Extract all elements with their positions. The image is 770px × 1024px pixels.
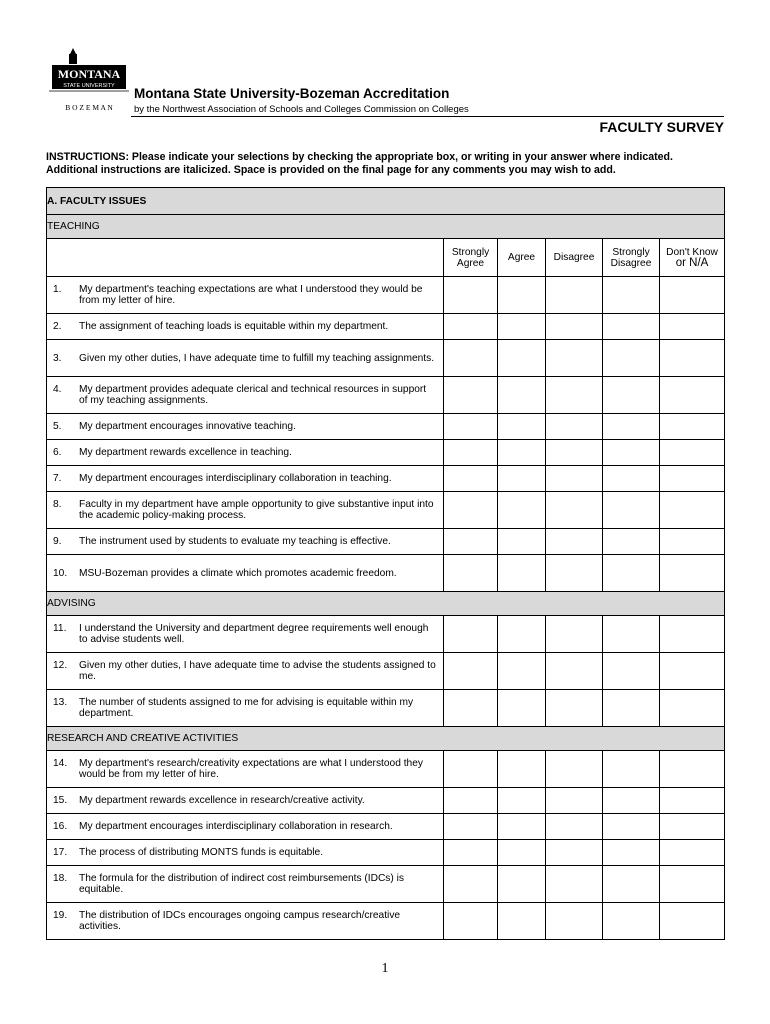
column-header-line1: Strongly bbox=[612, 246, 650, 258]
strongly-agree-box[interactable] bbox=[444, 466, 498, 492]
agree-box[interactable] bbox=[498, 466, 546, 492]
strongly-disagree-box[interactable] bbox=[603, 377, 660, 414]
question-row bbox=[47, 616, 725, 653]
agree-box[interactable] bbox=[498, 903, 546, 940]
question-number: 8. bbox=[53, 499, 62, 510]
dont-know-box[interactable] bbox=[660, 866, 725, 903]
dont-know-box[interactable] bbox=[660, 377, 725, 414]
instructions-line-1: INSTRUCTIONS: Please indicate your selections by checking the appropriate box, or writing in your answer where indicated. bbox=[46, 151, 673, 163]
question-text: My department rewards excellence in teaching. bbox=[79, 447, 292, 458]
column-header bbox=[603, 239, 660, 277]
question-row bbox=[47, 653, 725, 690]
disagree-box[interactable] bbox=[546, 903, 603, 940]
question-number: 10. bbox=[53, 567, 68, 579]
strongly-agree-box[interactable] bbox=[444, 277, 498, 314]
strongly-disagree-box[interactable] bbox=[603, 277, 660, 314]
disagree-box[interactable] bbox=[546, 414, 603, 440]
dont-know-box[interactable] bbox=[660, 555, 725, 592]
strongly-disagree-box[interactable] bbox=[603, 440, 660, 466]
group-title: ADVISING bbox=[47, 592, 725, 616]
group-header bbox=[47, 215, 725, 239]
question-cell bbox=[47, 377, 444, 414]
strongly-disagree-box[interactable] bbox=[603, 653, 660, 690]
question-cell bbox=[47, 414, 444, 440]
question-cell bbox=[47, 277, 444, 314]
dont-know-box[interactable] bbox=[660, 529, 725, 555]
agree-box[interactable] bbox=[498, 555, 546, 592]
group-title: TEACHING bbox=[47, 215, 725, 239]
column-header-row bbox=[47, 239, 725, 277]
dont-know-box[interactable] bbox=[660, 616, 725, 653]
question-text: Faculty in my department have ample opportunity to give substantive input into the academic policy-making process. bbox=[79, 499, 434, 521]
strongly-agree-box[interactable] bbox=[444, 340, 498, 377]
question-text: The distribution of IDCs encourages ongoing campus research/creative activities. bbox=[79, 910, 401, 932]
group-header bbox=[47, 727, 725, 751]
section-a-title: A. FACULTY ISSUES bbox=[47, 188, 725, 215]
question-text: The assignment of teaching loads is equitable within my department. bbox=[79, 321, 389, 332]
disagree-box[interactable] bbox=[546, 466, 603, 492]
column-header-line1: Disagree bbox=[553, 252, 595, 263]
survey-table bbox=[46, 187, 725, 940]
strongly-agree-box[interactable] bbox=[444, 555, 498, 592]
strongly-agree-box[interactable] bbox=[444, 616, 498, 653]
disagree-box[interactable] bbox=[546, 840, 603, 866]
strongly-disagree-box[interactable] bbox=[603, 788, 660, 814]
question-text: My department encourages innovative teaching. bbox=[79, 421, 296, 432]
question-text: Given my other duties, I have adequate time to advise the students assigned to me. bbox=[79, 660, 436, 682]
question-number: 2. bbox=[53, 321, 62, 332]
column-header bbox=[498, 239, 546, 277]
question-number: 5. bbox=[53, 421, 62, 432]
question-row bbox=[47, 840, 725, 866]
question-text: I understand the University and department degree requirements well enough to advise students well. bbox=[79, 623, 429, 645]
section-header bbox=[47, 188, 725, 215]
strongly-disagree-box[interactable] bbox=[603, 492, 660, 529]
agree-box[interactable] bbox=[498, 277, 546, 314]
strongly-disagree-box[interactable] bbox=[603, 751, 660, 788]
question-number: 19. bbox=[53, 910, 68, 921]
question-cell bbox=[47, 616, 444, 653]
question-row bbox=[47, 814, 725, 840]
agree-box[interactable] bbox=[498, 653, 546, 690]
strongly-agree-box[interactable] bbox=[444, 814, 498, 840]
strongly-disagree-box[interactable] bbox=[603, 866, 660, 903]
disagree-box[interactable] bbox=[546, 377, 603, 414]
question-cell bbox=[47, 751, 444, 788]
question-row bbox=[47, 440, 725, 466]
strongly-disagree-box[interactable] bbox=[603, 414, 660, 440]
question-text: The formula for the distribution of indirect cost reimbursements (IDCs) is equitable. bbox=[79, 873, 404, 895]
dont-know-box[interactable] bbox=[660, 653, 725, 690]
question-cell bbox=[47, 529, 444, 555]
strongly-disagree-box[interactable] bbox=[603, 690, 660, 727]
group-header bbox=[47, 592, 725, 616]
strongly-agree-box[interactable] bbox=[444, 751, 498, 788]
strongly-agree-box[interactable] bbox=[444, 314, 498, 340]
dont-know-box[interactable] bbox=[660, 466, 725, 492]
strongly-agree-box[interactable] bbox=[444, 414, 498, 440]
disagree-box[interactable] bbox=[546, 866, 603, 903]
page-number: 1 bbox=[381, 961, 389, 976]
dont-know-box[interactable] bbox=[660, 840, 725, 866]
question-row bbox=[47, 751, 725, 788]
question-number: 3. bbox=[53, 352, 62, 364]
question-cell bbox=[47, 840, 444, 866]
disagree-box[interactable] bbox=[546, 277, 603, 314]
question-text: The instrument used by students to evaluate my teaching is effective. bbox=[79, 536, 391, 547]
instructions bbox=[46, 151, 736, 176]
document-title: Montana State University-Bozeman Accreditation bbox=[134, 86, 450, 101]
question-row bbox=[47, 277, 725, 314]
disagree-box[interactable] bbox=[546, 555, 603, 592]
logo-text-bottom: B O Z E M A N bbox=[65, 103, 113, 112]
agree-box[interactable] bbox=[498, 866, 546, 903]
strongly-disagree-box[interactable] bbox=[603, 616, 660, 653]
group-title: RESEARCH AND CREATIVE ACTIVITIES bbox=[47, 727, 725, 751]
dont-know-box[interactable] bbox=[660, 440, 725, 466]
question-row bbox=[47, 690, 725, 727]
msu-logo bbox=[49, 48, 129, 112]
strongly-disagree-box[interactable] bbox=[603, 903, 660, 940]
strongly-agree-box[interactable] bbox=[444, 440, 498, 466]
dont-know-box[interactable] bbox=[660, 414, 725, 440]
question-text: MSU-Bozeman provides a climate which promotes academic freedom. bbox=[79, 567, 397, 579]
strongly-disagree-box[interactable] bbox=[603, 840, 660, 866]
column-header-line2: Disagree bbox=[610, 257, 652, 269]
dont-know-box[interactable] bbox=[660, 751, 725, 788]
logo-text-top: MONTANA bbox=[57, 67, 121, 81]
question-number: 6. bbox=[53, 447, 62, 458]
column-header-blank bbox=[47, 239, 444, 277]
question-number: 11. bbox=[53, 623, 67, 634]
strongly-agree-box[interactable] bbox=[444, 788, 498, 814]
strongly-agree-box[interactable] bbox=[444, 529, 498, 555]
disagree-box[interactable] bbox=[546, 653, 603, 690]
question-number: 9. bbox=[53, 536, 62, 547]
strongly-disagree-box[interactable] bbox=[603, 814, 660, 840]
strongly-agree-box[interactable] bbox=[444, 866, 498, 903]
question-row bbox=[47, 314, 725, 340]
question-row bbox=[47, 788, 725, 814]
question-cell bbox=[47, 340, 444, 377]
dont-know-box[interactable] bbox=[660, 277, 725, 314]
agree-box[interactable] bbox=[498, 377, 546, 414]
agree-box[interactable] bbox=[498, 840, 546, 866]
column-header bbox=[546, 239, 603, 277]
question-cell bbox=[47, 653, 444, 690]
disagree-box[interactable] bbox=[546, 616, 603, 653]
question-number: 13. bbox=[53, 697, 68, 708]
disagree-box[interactable] bbox=[546, 751, 603, 788]
strongly-agree-box[interactable] bbox=[444, 377, 498, 414]
disagree-box[interactable] bbox=[546, 690, 603, 727]
dont-know-box[interactable] bbox=[660, 340, 725, 377]
disagree-box[interactable] bbox=[546, 814, 603, 840]
disagree-box[interactable] bbox=[546, 529, 603, 555]
question-row bbox=[47, 903, 725, 940]
question-row bbox=[47, 555, 725, 592]
agree-box[interactable] bbox=[498, 492, 546, 529]
column-header-line1: Don't Know bbox=[666, 246, 718, 258]
agree-box[interactable] bbox=[498, 529, 546, 555]
question-text: The process of distributing MONTS funds is equitable. bbox=[79, 847, 324, 858]
question-cell bbox=[47, 492, 444, 529]
column-header bbox=[444, 239, 498, 277]
question-text: My department's teaching expectations are what I understood they would be from my letter of hire. bbox=[79, 284, 423, 306]
strongly-agree-box[interactable] bbox=[444, 690, 498, 727]
disagree-box[interactable] bbox=[546, 314, 603, 340]
dont-know-box[interactable] bbox=[660, 690, 725, 727]
question-cell bbox=[47, 866, 444, 903]
column-header-line2: or N/A bbox=[675, 256, 709, 269]
question-row bbox=[47, 866, 725, 903]
question-text: My department provides adequate clerical and technical resources in support of my teaching assignments. bbox=[79, 384, 427, 406]
question-number: 15. bbox=[53, 795, 68, 806]
question-number: 17. bbox=[53, 847, 68, 858]
question-row bbox=[47, 466, 725, 492]
disagree-box[interactable] bbox=[546, 340, 603, 377]
question-row bbox=[47, 377, 725, 414]
dont-know-box[interactable] bbox=[660, 788, 725, 814]
instructions-line-2: Additional instructions are italicized. Space is provided on the final page for any comments you may wish to add. bbox=[46, 163, 616, 176]
disagree-box[interactable] bbox=[546, 440, 603, 466]
agree-box[interactable] bbox=[498, 788, 546, 814]
question-text: My department rewards excellence in research/creative activity. bbox=[79, 795, 365, 806]
question-cell bbox=[47, 440, 444, 466]
question-text: My department's research/creativity expectations are what I understood they would be from my letter of hire. bbox=[79, 758, 423, 780]
agree-box[interactable] bbox=[498, 414, 546, 440]
question-text: The number of students assigned to me for advising is equitable within my department. bbox=[79, 697, 414, 719]
agree-box[interactable] bbox=[498, 690, 546, 727]
question-cell bbox=[47, 814, 444, 840]
column-header-line1: Agree bbox=[507, 252, 536, 263]
question-cell bbox=[47, 314, 444, 340]
disagree-box[interactable] bbox=[546, 788, 603, 814]
strongly-agree-box[interactable] bbox=[444, 492, 498, 529]
strongly-agree-box[interactable] bbox=[444, 903, 498, 940]
question-number: 1. bbox=[53, 284, 62, 295]
column-header-line2: Agree bbox=[456, 257, 485, 269]
strongly-disagree-box[interactable] bbox=[603, 466, 660, 492]
question-number: 16. bbox=[53, 821, 68, 832]
question-cell bbox=[47, 903, 444, 940]
column-header-line1: Strongly bbox=[451, 246, 490, 258]
agree-box[interactable] bbox=[498, 751, 546, 788]
agree-box[interactable] bbox=[498, 814, 546, 840]
strongly-disagree-box[interactable] bbox=[603, 340, 660, 377]
question-text: Given my other duties, I have adequate time to fulfill my teaching assignments. bbox=[79, 352, 435, 364]
strongly-disagree-box[interactable] bbox=[603, 555, 660, 592]
survey-title: FACULTY SURVEY bbox=[599, 119, 724, 135]
question-row bbox=[47, 492, 725, 529]
question-text: My department encourages interdisciplinary collaboration in teaching. bbox=[79, 473, 392, 484]
agree-box[interactable] bbox=[498, 616, 546, 653]
question-row bbox=[47, 414, 725, 440]
question-number: 18. bbox=[53, 873, 68, 884]
question-cell bbox=[47, 555, 444, 592]
strongly-agree-box[interactable] bbox=[444, 840, 498, 866]
logo-text-mid: STATE UNIVERSITY bbox=[63, 83, 115, 89]
dont-know-box[interactable] bbox=[660, 314, 725, 340]
question-row bbox=[47, 340, 725, 377]
header-divider bbox=[131, 116, 724, 117]
column-header bbox=[660, 239, 725, 277]
question-cell bbox=[47, 466, 444, 492]
question-cell bbox=[47, 788, 444, 814]
disagree-box[interactable] bbox=[546, 492, 603, 529]
agree-box[interactable] bbox=[498, 340, 546, 377]
agree-box[interactable] bbox=[498, 440, 546, 466]
question-number: 14. bbox=[53, 758, 68, 769]
strongly-agree-box[interactable] bbox=[444, 653, 498, 690]
question-cell bbox=[47, 690, 444, 727]
dont-know-box[interactable] bbox=[660, 903, 725, 940]
agree-box[interactable] bbox=[498, 314, 546, 340]
dont-know-box[interactable] bbox=[660, 492, 725, 529]
question-number: 4. bbox=[53, 384, 62, 395]
document-subtitle: by the Northwest Association of Schools and Colleges Commission on Colleges bbox=[134, 104, 469, 115]
question-row bbox=[47, 529, 725, 555]
strongly-disagree-box[interactable] bbox=[603, 314, 660, 340]
question-number: 12. bbox=[53, 660, 68, 671]
dont-know-box[interactable] bbox=[660, 814, 725, 840]
question-number: 7. bbox=[53, 473, 62, 484]
question-text: My department encourages interdisciplinary collaboration in research. bbox=[79, 821, 393, 832]
strongly-disagree-box[interactable] bbox=[603, 529, 660, 555]
